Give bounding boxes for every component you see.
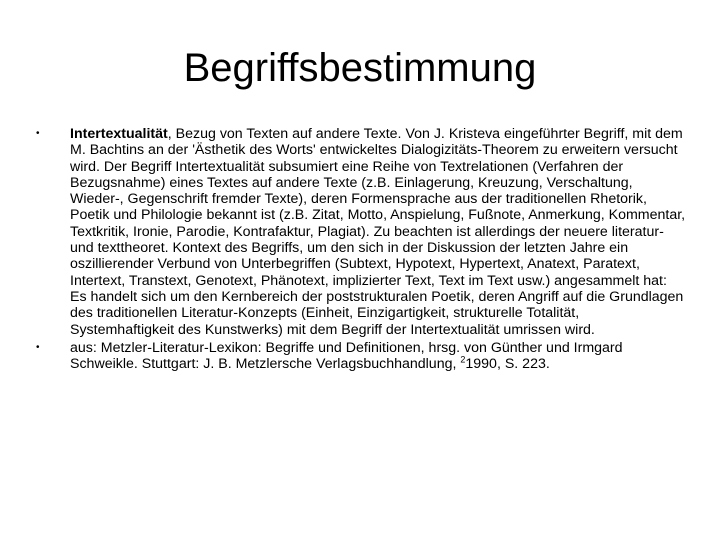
source-text-end: 1990, S. 223.: [465, 356, 550, 373]
source-text: aus: Metzler-Literatur-Lexikon: Begriffe und Definitionen, hrsg. von Günther und Irmgard Schweikle. Stuttgart: J. B. Metzlersche Verlagsbuchhandlung,: [70, 339, 623, 373]
bullet-icon: •: [36, 128, 40, 139]
list-item-definition: [36, 126, 686, 338]
edition-superscript: 2: [460, 354, 466, 365]
slide-title: Begriffsbestimmung: [183, 46, 537, 90]
list-item-source: [36, 340, 686, 373]
defined-term: Intertextualität: [70, 126, 168, 142]
bullet-list: [36, 126, 686, 374]
definition-text: , Bezug von Texten auf andere Texte. Von J. Kristeva eingeführter Begriff, mit dem M. Bachtins an der 'Ästhetik des Worts' entwickeltes Dialogizitäts-Theorem zu erweitern versucht wird. Der Begriff Intertextualität subsumiert eine Reihe von Textrelationen (Verfahren der Bezugsnahme) eines Textes auf andere Texte (z.B. Einlagerung, Kreuzung, Verschaltung, Wieder-, Gegenschrift fremder Texte), deren Formensprache aus der traditionellen Rhetorik, Poetik und Philologie bekannt ist (z.B. Zitat, Motto, Anspielung, Fußnote, Anmerkung, Kommentar, Textkritik, Ironie, Parodie, Kontrafaktur, Plagiat). Zu beachten ist allerdings der neuere literatur- und texttheoret. Kontext des Begriffs, um den sich in der Diskussion der letzten Jahre ein oszillierender Verbund von Unterbegriffen (Subtext, Hypotext, Hypertext, Anatext, Paratext, Intertext, Transtext, Genotext, Phänotext, implizierter Text, Text im Text usw.) angesammelt hat: Es handelt sich um den Kernbereich der poststrukturalen Poetik, deren Angriff auf die Grundlagen des traditionellen Literatur-Konzepts (Einheit, Einzigartigkeit, strukturelle Totalität, Systemhaftigkeit des Kunstwerks) mit dem Begriff der Intertextualität umrissen wird.: [70, 126, 686, 338]
bullet-icon: •: [36, 341, 40, 353]
